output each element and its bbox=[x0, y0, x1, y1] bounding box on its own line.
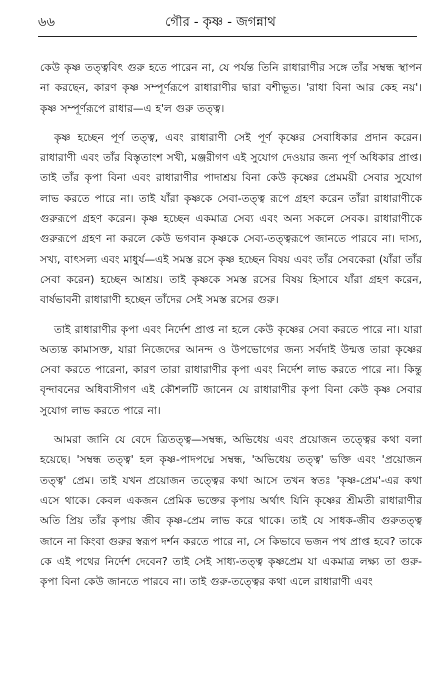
paragraph-3: তাই রাধারাণীর কৃপা এবং নির্দেশ প্রাপ্ত না হলে কেউ কৃষ্ণের সেবা করতে পারে না। যারা অত্যন্ত কামাসক্ত, যারা নিজেদের আনন্দ ও উপভোগের জন্য সর্বদাই উন্মত্ত তারা কৃষ্ণের সেবা করতে পারেনা, কারণ তারা রাধারাণীর কৃপা এবং নির্দেশ লাভ করতে পারে না। কিন্তু বৃন্দাবনের অধিবাসীগণ এই কৌশলটি জানেন যে রাধারাণীর কৃপা বিনা কেউ কৃষ্ণ সেবার সুযোগ লাভ করতে পারে না। bbox=[40, 323, 422, 417]
page-body bbox=[40, 58, 422, 601]
paragraph-1: কেউ কৃষ্ণ তত্ত্ববিৎ গুরু হতে পারেন না, যে পর্যন্ত তিনি রাধারাণীর সঙ্গে তাঁর সম্বন্ধ স্থাপন না করছেন, কারণ কৃষ্ণ সম্পূর্ণরূপে রাধারাণীর দ্বারা বশীভূত। 'রাধা বিনা আর কেহ নয়'। কৃষ্ণ সম্পূর্ণরূপে রাধার—এ হ'ল গুরু তত্ত্ব। bbox=[40, 62, 422, 115]
running-title: গৌর - কৃষ্ণ - জগন্নাথ bbox=[165, 15, 276, 30]
paragraph-4: আমরা জানি যে বেদে ত্রিতত্ত্ব—সম্বন্ধ, অভিধেয় এবং প্রয়োজন তত্ত্বের কথা বলা হয়েছে। 'সম্বন্ধ তত্ত্ব' হল কৃষ্ণ-পাদপদ্মে সম্বন্ধ, 'অভিধেয় তত্ত্ব' ভক্তি এবং 'প্রয়োজন তত্ত্ব' প্রেম। তাই যখন প্রয়োজন তত্ত্বের কথা আসে তখন স্বতঃ 'কৃষ্ণ-প্রেম'-এর কথা এসে থাকে। কেবল একজন প্রেমিক ভক্তের কৃপায় অর্থাৎ যিনি কৃষ্ণের শ্রীমতী রাধারাণীর অতি প্রিয় তাঁর কৃপায় জীব কৃষ্ণ-প্রেম লাভ করে থাকে। তাই যে সাধক-জীব গুরুতত্ত্ব জানে না কিংবা গুরুর স্বরূপ দর্শন করতে পারে না, সে কিভাবে ভজন পথ প্রাপ্ত হবে? তাকে কে এই পথের নির্দেশ দেবেন? তাই সেই সাধ্য-তত্ত্ব কৃষ্ণপ্রেম যা একমাত্র লক্ষ্য তা গুরু-কৃপা বিনা কেউ জানতে পারবে না। তাই গুরু-তত্ত্বের কথা এলে রাধারাণী এবং bbox=[40, 434, 422, 589]
header-rule bbox=[38, 36, 417, 37]
page-number: ৬৬ bbox=[38, 15, 55, 30]
page-header bbox=[0, 14, 441, 40]
paragraph-2: কৃষ্ণ হচ্ছেন পূর্ণ তত্ত্ব, এবং রাধারাণী সেই পূর্ণ কৃষ্ণের সেবাধিকার প্রদান করেন। রাধারাণী এবং তাঁর বিস্তৃতাংশ সখী, মঞ্জরীগণ এই সুযোগ দেওয়ার জন্য পূর্ণ অধিকার প্রাপ্ত। তাই তাঁর কৃপা বিনা এবং রাধারাণীর পাদাশ্রয় বিনা কেউ কৃষ্ণের প্রেমময়ী সেবার সুযোগ লাভ করতে পারে না। তাই যাঁরা কৃষ্ণকে সেবা-তত্ত্ব রূপে গ্রহণ করেন তাঁরা রাধারাণীকে গুরুরূপে গ্রহণ করেন। কৃষ্ণ হচ্ছেন একমাত্র সেব্য এবং অন্য সকলে সেবক। রাধারাণীকে গুরুরূপে গ্রহণ না করলে কেউ ভগবান কৃষ্ণকে সেব্য-তত্ত্বরূপে জানতে পারবে না। দাস্য, সখ্য, বাৎসল্য এবং মাধুর্য—এই সমস্ত রসে কৃষ্ণ হচ্ছেন বিষয় এবং তাঁর সেবকেরা (যাঁরা তাঁর সেবা করেন) হচ্ছেন আশ্রয়। তাই কৃষ্ণকে সমস্ত রসের বিষয় হিসাবে যাঁরা গ্রহণ করেন, বার্ষভাবনী রাধারাণী হচ্ছেন তাঁদের সেই সমস্ত রসের গুরু। bbox=[40, 131, 422, 307]
